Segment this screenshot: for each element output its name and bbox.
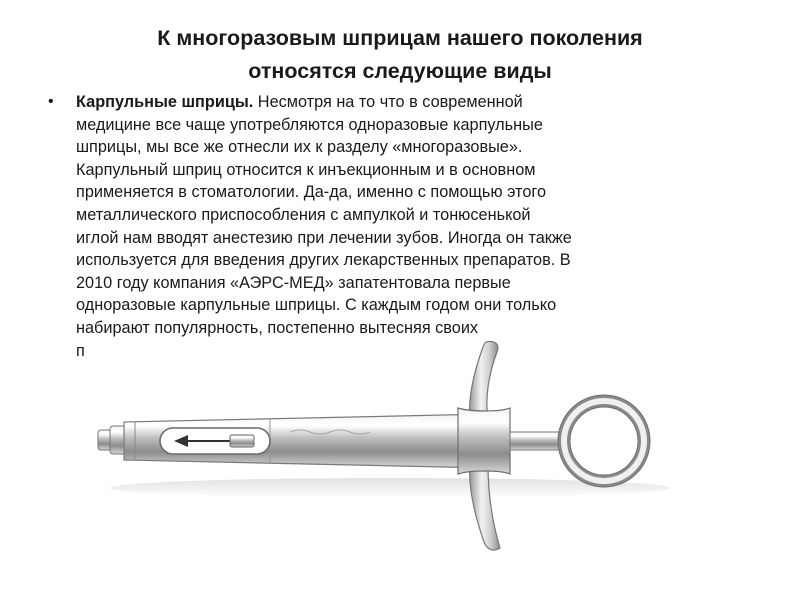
bullet-line-5: применяется в стоматологии. Да-да, именно с помощью этого: [76, 183, 547, 202]
bullet-line-11: набирают популярность, постепенно вытесняя своих: [76, 318, 479, 337]
bullet-line-8: используется для введения других лекарственных препаратов. В: [76, 251, 571, 270]
bullet-line-4: Карпульный шприц относится к инъекционным и в основном: [76, 160, 536, 179]
slide-title-line-1: К многоразовым шприцам нашего поколения: [157, 26, 643, 50]
bullet-marker: •: [48, 93, 54, 110]
syringe-flange-upper: [470, 341, 498, 418]
bullet-line-6: металлического приспособления с ампулкой и тонюсенькой: [76, 205, 531, 224]
syringe-thumb-ring-inner-edge: [570, 407, 638, 475]
bullet-line-10: одноразовые карпульные шприцы. С каждым годом они только: [76, 296, 557, 315]
bullet-paragraph: [76, 91, 748, 362]
bullet-line-3: шприцы, мы все же отнесли их к разделу «многоразовые».: [76, 138, 523, 157]
carpule-syringe-image: [90, 338, 690, 568]
bullet-line-12: п: [76, 341, 85, 360]
bullet-line-2: медицине все чаще употребляются одноразовые карпульные: [76, 115, 543, 134]
syringe-collar: [458, 408, 510, 474]
syringe-thumb-ring-highlight: [564, 401, 644, 481]
bullet-line-9: 2010 году компания «АЭРС-МЕД» запатентовала первые: [76, 273, 511, 292]
slide-title-line-2: относятся следующие виды: [248, 59, 552, 83]
syringe-thumb-ring-outer-edge: [558, 395, 650, 487]
bullet-line-1: [76, 91, 748, 114]
bullet-line-7: иглой нам вводят анестезию при лечении зубов. Иногда он также: [76, 228, 572, 247]
syringe-flange-lower: [470, 464, 500, 550]
bullet-lead: Карпульные шприцы.: [76, 93, 254, 111]
slide-title: [60, 22, 740, 88]
bullet-line-1-rest: Несмотря на то что в современной: [253, 93, 523, 111]
syringe-harpoon-base: [230, 435, 254, 447]
